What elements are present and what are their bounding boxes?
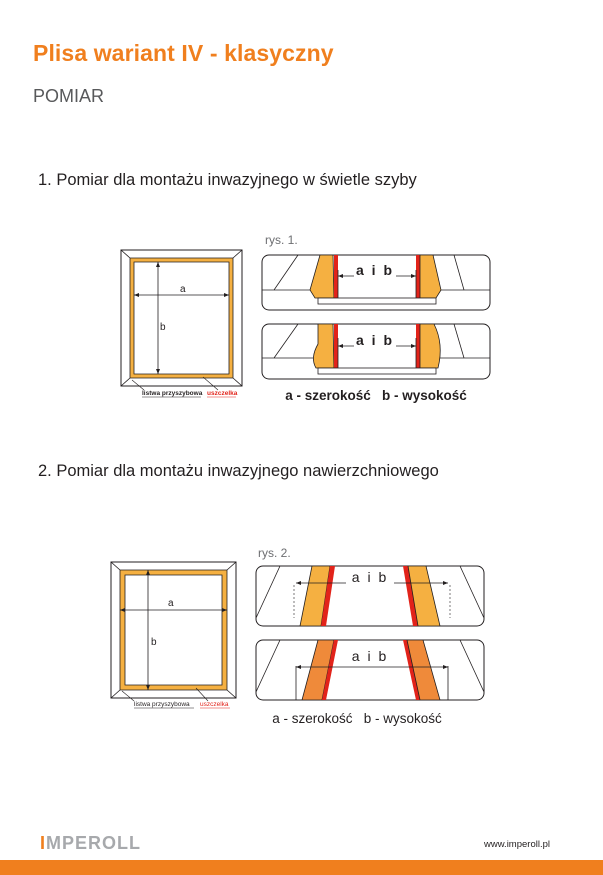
figure1-caption: a - szerokość b - wysokość (285, 388, 467, 403)
footer-url[interactable]: www.imperoll.pl (484, 839, 550, 850)
logo-first-letter: I (40, 833, 47, 853)
imperoll-logo (40, 833, 141, 854)
figure2-frame-diagram (108, 559, 242, 717)
frame1-label-a: a (180, 284, 186, 295)
section2-heading: 2. Pomiar dla montażu inwazyjnego nawierzchniowego (38, 462, 439, 480)
page-subtitle: POMIAR (33, 86, 105, 106)
page-title: Plisa wariant IV - klasyczny (33, 40, 334, 66)
profile2a-label: a i b (351, 569, 389, 585)
frame1-uszczelka-label: uszczelka (207, 390, 238, 397)
figure1-frame-diagram (118, 247, 248, 407)
profile1a-label: a i b (355, 262, 395, 278)
frame2-label-b: b (151, 637, 157, 648)
figure1-profiles (258, 252, 494, 412)
frame2-listwa-label: listwa przyszybowa (134, 701, 190, 708)
footer-accent-bar (0, 860, 603, 875)
section1-heading: 1. Pomiar dla montażu inwazyjnego w świetle szyby (38, 171, 417, 189)
frame1-listwa-label: listwa przyszybowa (142, 390, 203, 397)
frame1-label-b: b (160, 322, 166, 333)
frame2-label-a: a (168, 598, 174, 609)
figure2-profiles (250, 563, 490, 733)
figure2-label: rys. 2. (258, 546, 291, 560)
figure1-label: rys. 1. (265, 233, 298, 247)
profile2b-label: a i b (351, 648, 389, 664)
figure2-caption: a - szerokość b - wysokość (272, 711, 442, 726)
profile1b-label: a i b (355, 332, 395, 348)
logo-rest: MPEROLL (46, 833, 142, 853)
frame2-uszczelka-label: uszczelka (200, 701, 229, 708)
